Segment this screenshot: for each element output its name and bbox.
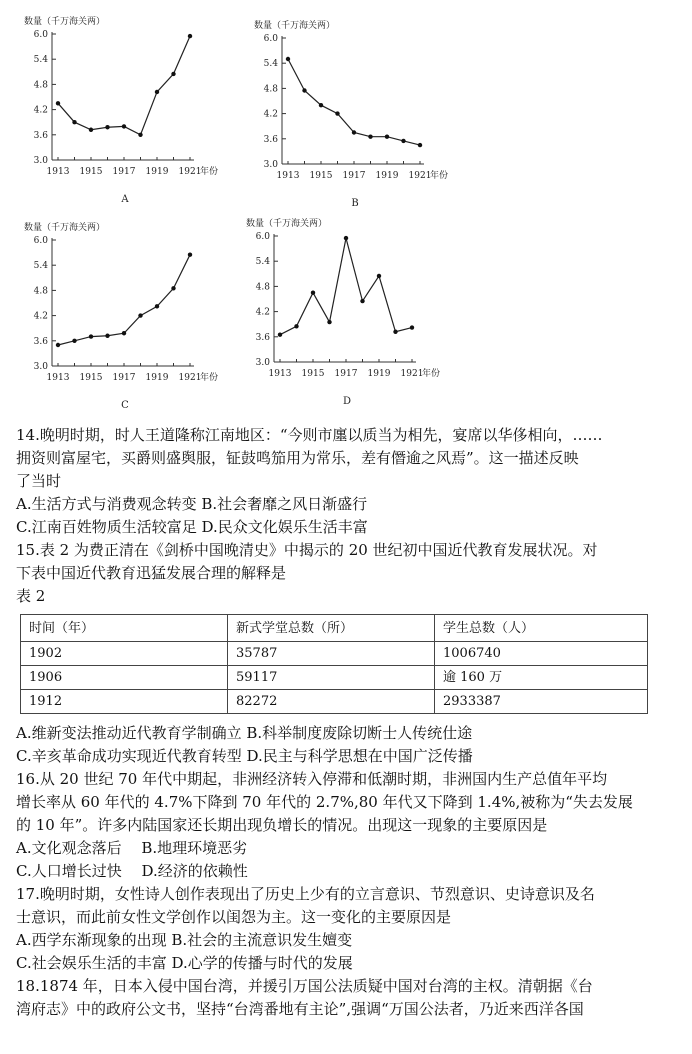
table-row	[21, 666, 648, 690]
panel-label: A	[121, 194, 129, 205]
table-cell: 59117	[228, 666, 435, 690]
data-point	[155, 304, 159, 308]
data-point	[171, 286, 175, 290]
y-tick-label: 4.2	[255, 307, 270, 318]
x-tick-label: 1913	[276, 171, 300, 181]
series-line	[280, 238, 412, 335]
data-point	[171, 72, 175, 76]
data-point	[56, 101, 60, 105]
x-tick-label: 1919	[367, 369, 391, 379]
table-caption: 表 2	[16, 587, 46, 605]
q16-line2: 增长率从 60 年代的 4.7%下降到 70 年代的 2.7%,80 年代又下降到 1.4%,被称为“失去发展	[16, 793, 633, 811]
y-tick-label: 4.2	[33, 105, 48, 116]
data-point	[72, 120, 76, 124]
q14-options-ab: A.生活方式与消费观念转变 B.社会奢靡之风日渐盛行	[16, 495, 368, 513]
x-tick-label: 1917	[342, 171, 366, 181]
data-point	[344, 236, 348, 240]
table-header: 新式学堂总数（所）	[228, 615, 435, 642]
y-tick-label: 3.0	[263, 160, 278, 170]
panel-label: D	[342, 396, 352, 407]
table-header-row	[21, 615, 648, 642]
x-axis-title: 年份	[430, 171, 449, 181]
x-tick-label: 1915	[301, 369, 325, 379]
table-cell: 82272	[228, 690, 435, 714]
x-tick-label: 1919	[145, 167, 169, 177]
data-point	[418, 143, 422, 147]
q16-options-ab: A.文化观念落后 B.地理环境恶劣	[16, 839, 248, 857]
data-point	[319, 103, 323, 107]
panel-label: C	[121, 400, 129, 411]
data-point	[352, 130, 356, 134]
y-axis-title: 数量（千万海关两）	[24, 17, 106, 27]
q14-options-cd: C.江南百姓物质生活较富足 D.民众文化娱乐生活丰富	[16, 518, 368, 536]
data-point	[188, 253, 192, 257]
questions	[16, 424, 680, 1021]
q16-line1: 16.从 20 世纪 70 年代中期起，非洲经济转入停滞和低潮时期，非洲国内生产总值年平均	[16, 770, 608, 788]
q16-options-cd: C.人口增长过快 D.经济的依赖性	[16, 862, 248, 880]
table-header: 学生总数（人）	[435, 615, 648, 642]
data-point	[105, 334, 109, 338]
q14-line1: 14.晚明时期，时人王道隆称江南地区：“今则市廛以质当为相先，宴席以华侈相向，……	[16, 426, 603, 444]
data-point	[72, 339, 76, 343]
data-point	[188, 34, 192, 38]
data-point	[335, 111, 339, 115]
q18-line1: 18.1874 年，日本入侵中国台湾，并援引万国公法质疑中国对台湾的主权。清朝据《台	[16, 977, 593, 995]
q18-line2: 湾府志》中的政府公文书，坚持“台湾番地有主论”,强调“万国公法者，乃近来西洋各国	[16, 1000, 584, 1018]
q15-options-cd: C.辛亥革命成功实现近代教育转型 D.民主与科学思想在中国广泛传播	[16, 747, 473, 765]
chart-b	[250, 16, 480, 214]
y-tick-label: 3.6	[263, 134, 278, 145]
x-tick-label: 1915	[79, 167, 103, 177]
chart-d	[242, 214, 472, 412]
chart-grid	[0, 0, 692, 420]
q15-options-ab: A.维新变法推动近代教育学制确立 B.科举制度废除切断士人传统仕途	[16, 724, 473, 742]
y-tick-label: 4.8	[33, 80, 48, 91]
data-point	[138, 133, 142, 137]
y-tick-label: 5.4	[33, 55, 48, 66]
x-axis-title: 年份	[200, 167, 219, 177]
q17-line2: 士意识，而此前女性文学创作以闺怨为主。这一变化的主要原因是	[16, 908, 452, 926]
chart-c	[20, 218, 250, 416]
data-point	[278, 333, 282, 337]
q14-line2: 拥资则富屋宅，买爵则盛舆服，钲鼓鸣笳用为常乐，差有僭逾之风焉”。这一描述反映	[16, 449, 579, 467]
y-tick-label: 3.0	[255, 358, 270, 368]
data-point	[377, 274, 381, 278]
data-point	[138, 313, 142, 317]
x-tick-label: 1921	[178, 167, 202, 177]
q15-line2: 下表中国近代教育迅猛发展合理的解释是	[16, 564, 287, 582]
y-tick-label: 5.4	[263, 59, 278, 70]
table-row	[21, 642, 648, 666]
y-tick-label: 4.2	[263, 109, 278, 120]
x-tick-label: 1917	[112, 373, 136, 383]
y-tick-label: 3.0	[33, 156, 48, 166]
data-point	[122, 331, 126, 335]
y-tick-label: 5.4	[33, 261, 48, 272]
table-row	[21, 690, 648, 714]
x-tick-label: 1921	[178, 373, 202, 383]
data-point	[105, 125, 109, 129]
y-tick-label: 4.8	[263, 84, 278, 95]
x-tick-label: 1915	[79, 373, 103, 383]
x-axis-title: 年份	[422, 369, 441, 379]
data-point	[302, 88, 306, 92]
chart-a	[20, 12, 250, 210]
y-tick-label: 5.4	[255, 257, 270, 268]
data-point	[393, 330, 397, 334]
x-tick-label: 1917	[112, 167, 136, 177]
data-point	[311, 291, 315, 295]
data-point	[294, 324, 298, 328]
y-tick-label: 4.2	[33, 311, 48, 322]
y-tick-label: 3.6	[33, 336, 48, 347]
y-axis-title: 数量（千万海关两）	[246, 219, 328, 229]
x-tick-label: 1915	[309, 171, 333, 181]
y-tick-label: 6.0	[255, 232, 270, 242]
table-cell: 1912	[21, 690, 228, 714]
y-tick-label: 3.6	[33, 130, 48, 141]
y-tick-label: 6.0	[263, 34, 278, 44]
y-tick-label: 3.0	[33, 362, 48, 372]
y-axis-title: 数量（千万海关两）	[24, 223, 106, 233]
table-cell: 35787	[228, 642, 435, 666]
x-tick-label: 1919	[375, 171, 399, 181]
y-tick-label: 4.8	[255, 282, 270, 293]
y-tick-label: 4.8	[33, 286, 48, 297]
y-tick-label: 6.0	[33, 30, 48, 40]
data-point	[89, 334, 93, 338]
data-point	[410, 325, 414, 329]
data-point	[89, 128, 93, 132]
y-tick-label: 3.6	[255, 332, 270, 343]
y-axis-title: 数量（千万海关两）	[254, 21, 336, 31]
x-tick-label: 1913	[46, 373, 70, 383]
panel-label: B	[351, 198, 359, 209]
x-axis-title: 年份	[200, 373, 219, 383]
x-tick-label: 1913	[268, 369, 292, 379]
q17-line1: 17.晚明时期，女性诗人创作表现出了历史上少有的立言意识、节烈意识、史诗意识及名	[16, 885, 595, 903]
data-point	[385, 135, 389, 139]
y-tick-label: 6.0	[33, 236, 48, 246]
table-cell: 2933387	[435, 690, 648, 714]
q15-line1: 15.表 2 为费正清在《剑桥中国晚清史》中揭示的 20 世纪初中国近代教育发展状况。对	[16, 541, 598, 559]
q16-line3: 的 10 年”。许多内陆国家还长期出现负增长的情况。出现这一现象的主要原因是	[16, 816, 548, 834]
x-tick-label: 1913	[46, 167, 70, 177]
data-point	[286, 57, 290, 61]
data-point	[327, 320, 331, 324]
data-point	[360, 299, 364, 303]
q17-options-ab: A.西学东渐现象的出现 B.社会的主流意识发生嬗变	[16, 931, 353, 949]
x-tick-label: 1921	[400, 369, 424, 379]
x-tick-label: 1919	[145, 373, 169, 383]
education-table	[20, 614, 648, 714]
data-point	[56, 343, 60, 347]
q14-line3: 了当时	[16, 472, 62, 490]
table-header: 时间（年）	[21, 615, 228, 642]
table-cell: 1902	[21, 642, 228, 666]
x-tick-label: 1917	[334, 369, 358, 379]
series-line	[58, 36, 190, 135]
data-point	[401, 139, 405, 143]
table-cell: 1006740	[435, 642, 648, 666]
x-tick-label: 1921	[408, 171, 432, 181]
q17-options-cd: C.社会娱乐生活的丰富 D.心学的传播与时代的发展	[16, 954, 353, 972]
table-cell: 1906	[21, 666, 228, 690]
data-point	[122, 124, 126, 128]
data-point	[155, 90, 159, 94]
table-cell: 逾 160 万	[435, 666, 648, 690]
data-point	[368, 135, 372, 139]
